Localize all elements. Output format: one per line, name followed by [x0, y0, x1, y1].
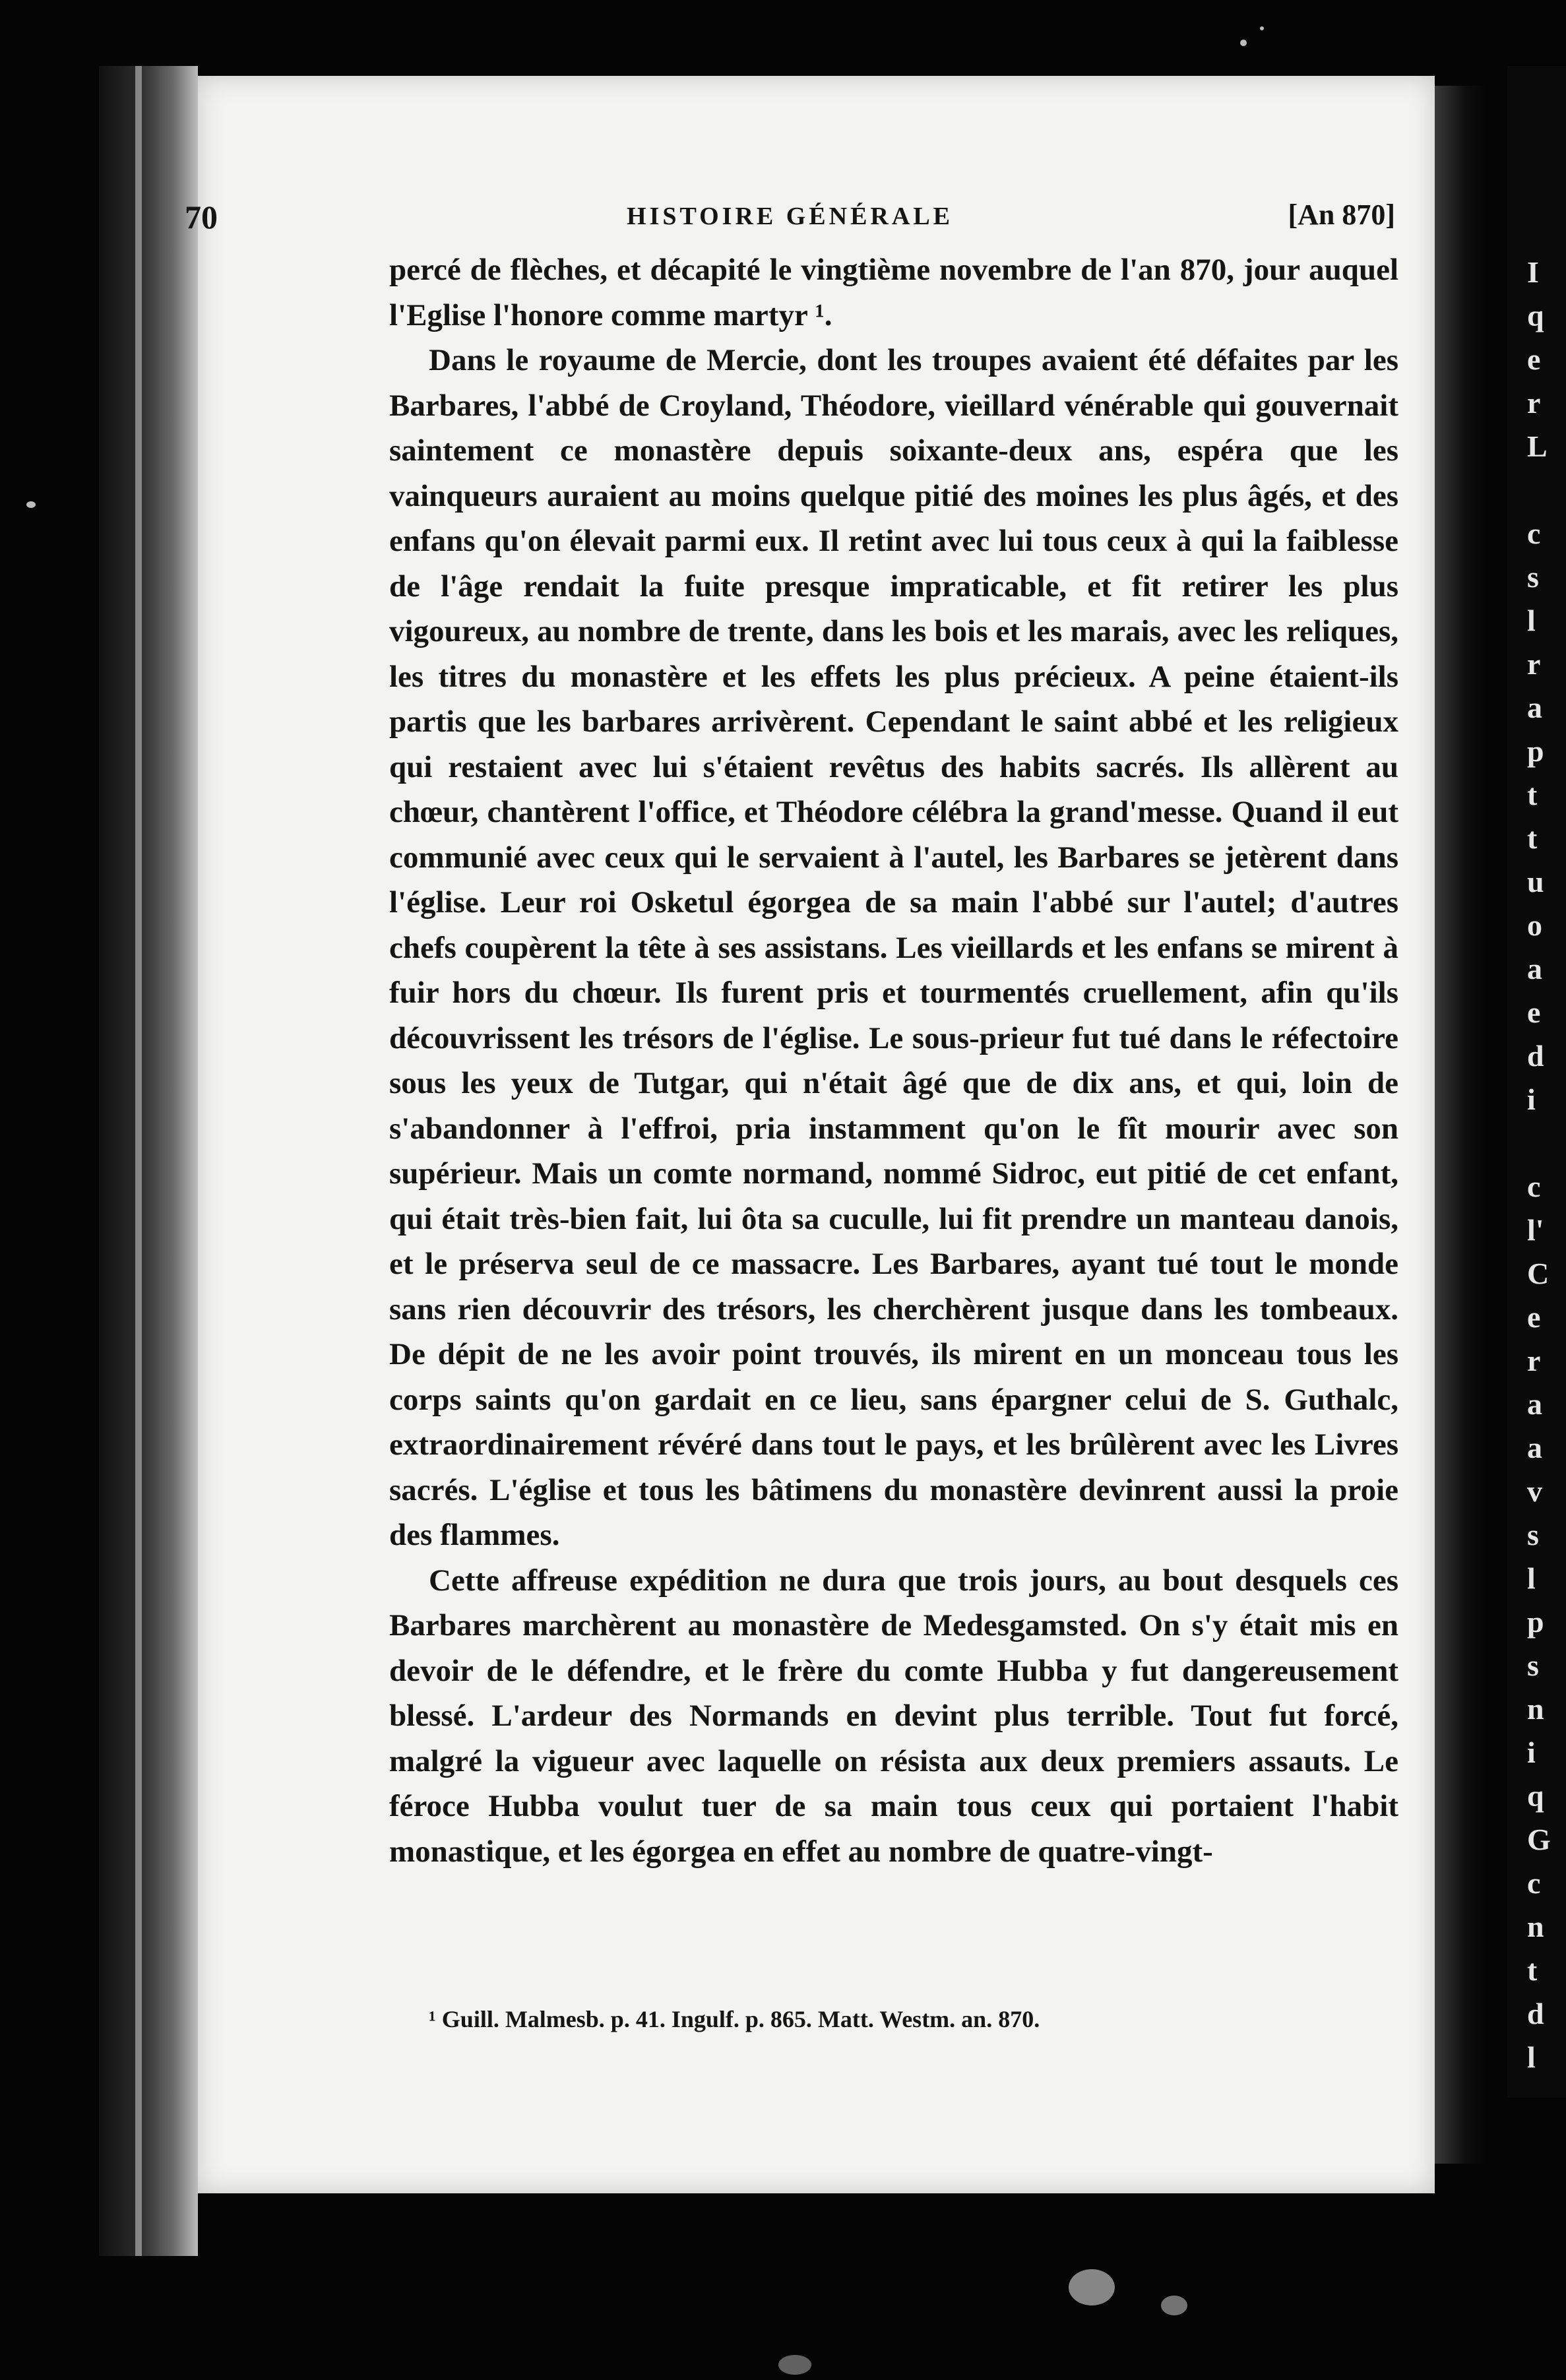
scan-speck — [778, 2355, 811, 2375]
binding-gutter — [99, 66, 198, 2256]
paragraph: Dans le royaume de Mercie, dont les troupes avaient été défaites par les Barbares, l'abbé de Croyland, Théodore, vieillard vénérable qui gouvernait saintement ce monastère depuis soixante-deux ans, espéra que les vainqueurs auraient au moins quelque pitié des moines les plus âgés, et des enfans qu'on élevait parmi eux. Il retint avec lui tous ceux à qui la faiblesse de l'âge rendait la fuite presque impraticable, et fit retirer les plus vigoureux, au nombre de trente, dans les bois et les marais, avec les reliques, les titres du monastère et les effets les plus précieux. A peine étaient-ils partis que les barbares arrivèrent. Cependant le saint abbé et les religieux qui restaient avec lui s'étaient revêtus des habits sacrés. Ils allèrent au chœur, chantèrent l'office, et Théodore célébra la grand'messe. Quand il eut communié avec ceux qui le servaient à l'autel, les Barbares se jetèrent dans l'église. Leur roi Osketul égorgea de sa main l'abbé sur l'autel; d'autres chefs coupèrent la tête à ses assistans. Les vieillards et les enfans se mirent à fuir hors du chœur. Ils furent pris et tourmentés cruellement, afin qu'ils découvrissent les trésors de l'église. Le sous-prieur fut tué dans le réfectoire sous les yeux de Tutgar, qui n'était âgé que de dix ans, et qui, loin de s'abandonner à l'effroi, pria instamment qu'on le fît mourir avec son supérieur. Mais un comte normand, nommé Sidroc, eut pitié de cet enfant, qui était très-bien fait, lui ôta sa cuculle, lui fit prendre un manteau danois, et le préserva seul de ce massacre. Les Barbares, ayant tué tout le monde sans rien découvrir des trésors, les cherchèrent jusque dans les tombeaux. De dépit de ne les avoir point trouvés, ils mirent en un monceau tous les corps saints qu'on gardait en ce lieu, sans épargner celui de S. Guthalc, extraordinairement révéré dans tout le pays, et les brûlèrent avec les Livres sacrés. L'église et tous les bâtimens du monastère devinrent aussi la proie des flammes. — [389, 343, 1398, 1552]
facing-page-edge — [1507, 66, 1566, 2098]
page-edge-shadow — [1435, 86, 1488, 2164]
footnote: ¹ Guill. Malmesb. p. 41. Ingulf. p. 865. Matt. Westm. an. 870. — [429, 2006, 1040, 2032]
paragraph: percé de flèches, et décapité le vingtième novembre de l'an 870, jour auquel l'Eglise l'honore comme martyr ¹. — [389, 253, 1398, 332]
scan-speck — [1240, 40, 1247, 46]
scan-speck — [1260, 26, 1264, 30]
body-text — [389, 247, 1398, 1874]
gutter-fold-line — [135, 66, 142, 2256]
scan-speck — [1161, 2296, 1187, 2315]
running-title: HISTOIRE GÉNÉRALE — [626, 203, 954, 230]
page-number: 70 — [185, 199, 218, 235]
scan-speck — [1069, 2269, 1115, 2305]
scan-speck — [26, 501, 36, 508]
running-head — [185, 198, 1395, 237]
paragraph: Cette affreuse expédition ne dura que trois jours, au bout desquels ces Barbares marchèrent au monastère de Medesgamsted. On s'y était mis en devoir de le défendre, et le frère du comte Hubba y fut dangereusement blessé. L'ardeur des Normands en devint plus terrible. Tout fut forcé, malgré la vigueur avec laquelle on résista aux deux premiers assauts. Le féroce Hubba voulut tuer de sa main tous ceux qui portaient l'habit monastique, et les égorgea en effet au nombre de quatre-vingt- — [389, 1563, 1398, 1869]
facing-page-fragments: I q e r L c s l r a p t t u o a e d i c l' C e r a a v s l p s n i q G c n t d l — [1527, 255, 1551, 2074]
running-year: [An 870] — [1288, 199, 1395, 231]
